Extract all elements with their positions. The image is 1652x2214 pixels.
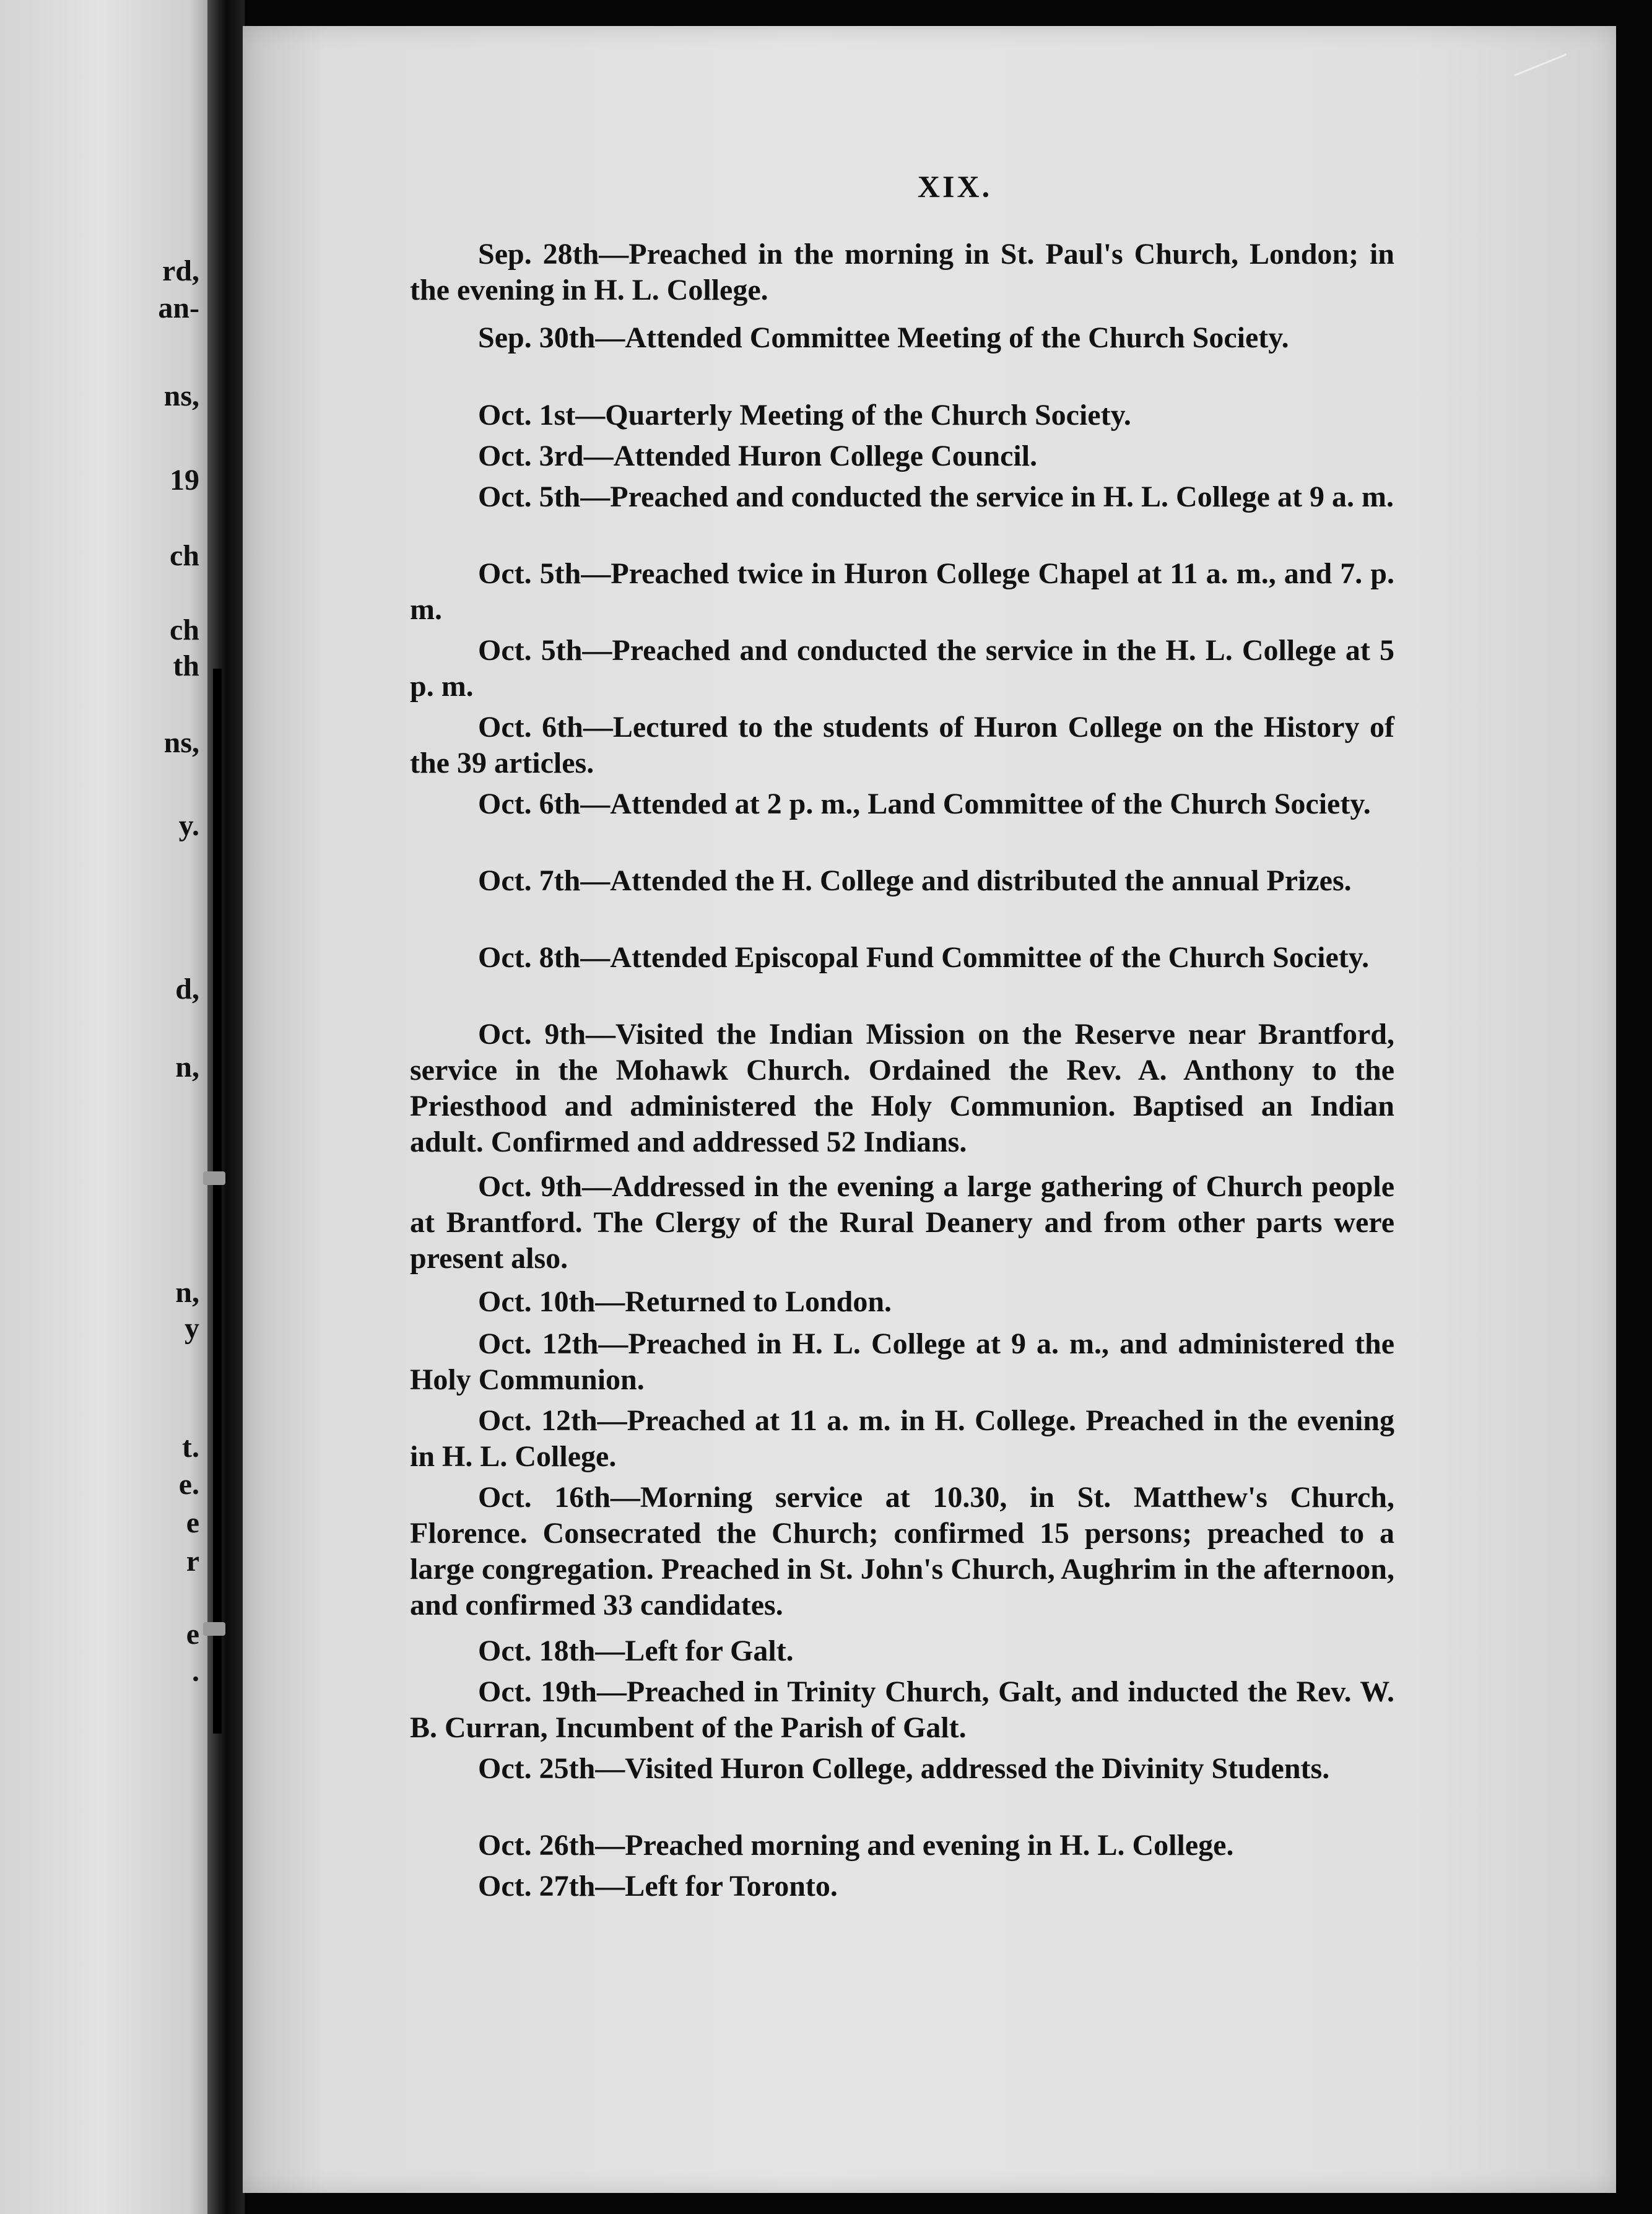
paper-crease-mark xyxy=(1514,54,1576,100)
diary-entry: Sep. 28th—Preached in the morning in St. Paul's Church, London; in the evening in H. L. College. xyxy=(410,238,1394,306)
diary-entry: Oct. 9th—Addressed in the evening a large gathering of Church people at Brantford. The Clergy of the Rural Deanery and from other parts were present also. xyxy=(410,1170,1394,1275)
left-page-fragment: n, xyxy=(175,1276,199,1309)
left-page-fragment: y xyxy=(185,1312,199,1345)
left-page-fragment: e. xyxy=(178,1468,199,1501)
diary-entry: Oct. 16th—Morning service at 10.30, in St. Matthew's Church, Florence. Consecrated the Church; confirmed 15 persons; preached to a large congregation. Preached in St. John's Church, Aughrim in the afternoon, and confirmed 33 candidates. xyxy=(410,1481,1394,1621)
left-page-fragment: ns, xyxy=(163,726,199,759)
diary-entry: Oct. 5th—Preached twice in Huron College Chapel at 11 a. m., and 7. p. m. xyxy=(410,557,1394,626)
diary-entry: Oct. 26th—Preached morning and evening in H. L. College. xyxy=(478,1829,1234,1862)
left-page-fragment: d, xyxy=(175,973,199,1005)
page-number: XIX. xyxy=(917,169,993,204)
diary-entry: Oct. 9th—Visited the Indian Mission on the Reserve near Brantford, service in the Mohawk Church. Ordained the Rev. A. Anthony to the Priesthood and administered the Holy Communion. Baptised an Indian adult. Confirmed and addressed 52 Indians. xyxy=(410,1018,1394,1158)
previous-page-edge xyxy=(0,0,223,2214)
diary-entry: Sep. 30th—Attended Committee Meeting of the Church Society. xyxy=(478,321,1289,354)
diary-entry: Oct. 18th—Left for Galt. xyxy=(478,1634,794,1667)
left-page-fragment: 19 xyxy=(170,464,199,497)
left-page-fragment: y. xyxy=(178,809,199,842)
diary-entry: Oct. 27th—Left for Toronto. xyxy=(478,1870,838,1903)
diary-entry: Oct. 10th—Returned to London. xyxy=(478,1285,892,1318)
left-page-fragment: e xyxy=(186,1506,199,1539)
left-page-fragment: ch xyxy=(170,539,199,572)
diary-entry: Oct. 7th—Attended the H. College and distributed the annual Prizes. xyxy=(478,864,1352,897)
diary-entry: Oct. 3rd—Attended Huron College Council. xyxy=(478,440,1038,472)
binding-stitch xyxy=(203,1622,225,1636)
binding-thread xyxy=(213,669,222,1734)
binding-stitch xyxy=(203,1171,225,1185)
left-page-fragment: . xyxy=(192,1655,199,1688)
diary-entry: Oct. 6th—Lectured to the students of Huron College on the History of the 39 articles. xyxy=(410,711,1394,779)
diary-entry: Oct. 5th—Preached and conducted the service in the H. L. College at 5 p. m. xyxy=(410,634,1394,703)
diary-entry: Oct. 1st—Quarterly Meeting of the Church Society. xyxy=(478,399,1131,432)
diary-entry: Oct. 5th—Preached and conducted the service in H. L. College at 9 a. m. xyxy=(478,480,1394,513)
diary-entry: Oct. 19th—Preached in Trinity Church, Galt, and inducted the Rev. W. B. Curran, Incumbent of the Parish of Galt. xyxy=(410,1675,1394,1744)
diary-entry: Oct. 25th—Visited Huron College, addressed the Divinity Students. xyxy=(478,1752,1330,1785)
diary-entry: Oct. 8th—Attended Episcopal Fund Committee of the Church Society. xyxy=(478,941,1370,974)
left-page-fragment: r xyxy=(186,1545,199,1578)
main-page xyxy=(243,26,1616,2193)
left-page-fragment: n, xyxy=(175,1051,199,1083)
left-page-fragment: ch xyxy=(170,614,199,646)
left-page-fragment: t. xyxy=(182,1431,199,1464)
diary-entry: Oct. 12th—Preached in H. L. College at 9 a. m., and administered the Holy Communion. xyxy=(410,1327,1394,1396)
diary-entry: Oct. 12th—Preached at 11 a. m. in H. College. Preached in the evening in H. L. College. xyxy=(410,1404,1394,1473)
diary-entry: Oct. 6th—Attended at 2 p. m., Land Committee of the Church Society. xyxy=(478,788,1371,820)
left-page-fragment: e xyxy=(186,1618,199,1651)
left-page-fragment: ns, xyxy=(163,380,199,412)
left-page-fragment: rd, xyxy=(162,254,199,287)
left-page-fragment: th xyxy=(173,649,199,682)
left-page-fragment: an- xyxy=(158,292,199,324)
